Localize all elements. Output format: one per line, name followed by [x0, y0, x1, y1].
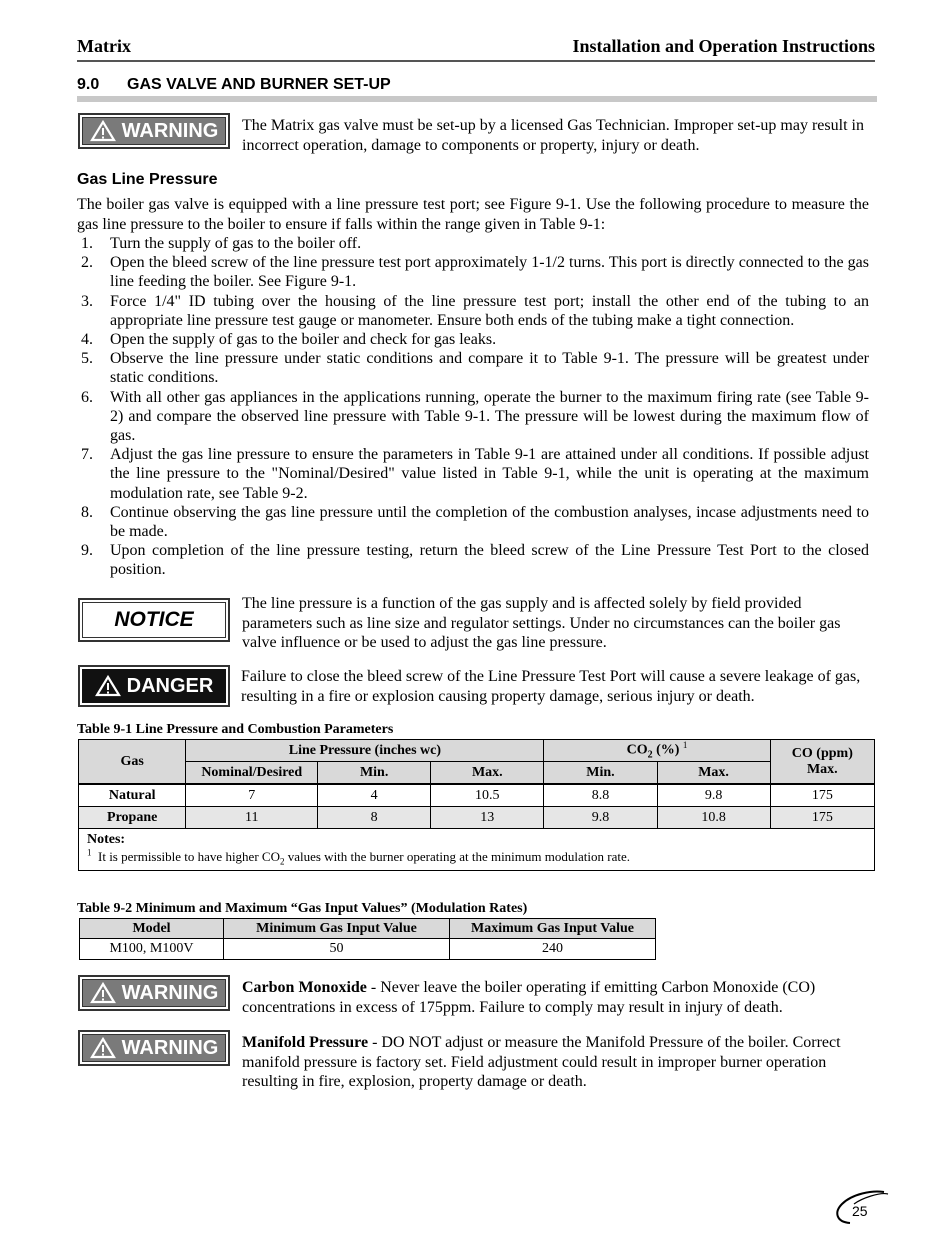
col-header-co2-max: Max.	[657, 762, 770, 785]
carbon-monoxide-warning: Carbon Monoxide - Never leave the boiler operating if emitting Carbon Monoxide (CO) concentrations in excess of 175ppm. Failure to comply may result in injury of death.	[242, 979, 816, 1016]
warning-badge: WARNING	[78, 975, 230, 1011]
section-title-text: GAS VALVE AND BURNER SET-UP	[127, 76, 391, 93]
list-item: 7. Adjust the gas line pressure to ensure the parameters in Table 9-1 are attained under all conditions. If possible adjust the line pressure to the "Nominal/Desired" value listed in Table 9-1, while the unit is operating at the maximum modulation rate, see Table 9-2.	[81, 446, 869, 502]
list-item: 2. Open the bleed screw of the line pressure test port approximately 1-1/2 turns. This port is directly connected to the gas line feeding the boiler. See Figure 9-1.	[81, 254, 869, 291]
gas-line-intro: The boiler gas valve is equipped with a line pressure test port; see Figure 9-1. Use the following procedure to measure the gas line pressure to the boiler to ensure if falls within the range given in Table 9-1:	[77, 196, 869, 233]
warning-triangle-icon	[90, 1037, 116, 1059]
col-header-co2: $CO_2$ (%) $^1$	[544, 740, 770, 762]
list-item: 8. Continue observing the gas line pressure until the completion of the combustion analyses, incase adjustments need to be made.	[81, 503, 869, 541]
danger-label: DANGER	[126, 674, 214, 697]
table-row: M100, M100V 50 240	[80, 939, 656, 960]
col-header-nominal: Nominal/Desired	[186, 762, 318, 785]
col-header-min: Min.	[318, 762, 431, 785]
list-item: 3. Force 1/4" ID tubing over the housing of the line pressure test port; install the other end of the tubing to an appropriate line pressure test gauge or manometer. Ensure both ends of the tubing make a tight connection.	[81, 292, 869, 329]
table2-caption: Table 9-2 Minimum and Maximum “Gas Input Values” (Modulation Rates)	[77, 901, 528, 916]
page-number: 25	[852, 1203, 868, 1219]
section-rule	[77, 96, 877, 102]
col-header-max: Max.	[431, 762, 544, 785]
header-right: Installation and Operation Instructions	[572, 36, 875, 56]
warning-badge: WARNING	[78, 1030, 230, 1066]
col-header-co: CO (ppm) Max.	[770, 740, 874, 785]
table-row: Natural 7 4 10.5 8.8 9.8 175	[79, 784, 875, 807]
warning-triangle-icon	[90, 120, 116, 142]
line-pressure-table	[78, 739, 875, 871]
procedure-steps	[77, 234, 869, 580]
col-header-max-input: Maximum Gas Input Value	[450, 919, 656, 939]
col-header-co2-min: Min.	[544, 762, 657, 785]
table-row: Propane 11 8 13 9.8 10.8 175	[79, 807, 875, 829]
notice-badge	[78, 598, 230, 642]
danger-triangle-icon	[95, 675, 121, 697]
col-header-model: Model	[80, 919, 224, 939]
danger-text: Failure to close the bleed screw of the Line Pressure Test Port will cause a severe leakage of gas, resulting in a fire or explosion causing property damage, serious injury or death.	[241, 668, 861, 705]
list-item: 4. Open the supply of gas to the boiler and check for gas leaks.	[81, 331, 497, 349]
warning-label: WARNING	[121, 119, 219, 142]
header-left: Matrix	[77, 36, 131, 56]
list-item: 5. Observe the line pressure under static conditions and compare it to Table 9-1. The pressure will be greatest under static conditions.	[81, 350, 869, 387]
list-item: 1. Turn the supply of gas to the boiler off.	[81, 235, 362, 252]
gas-input-table	[79, 918, 656, 960]
gas-line-heading: Gas Line Pressure	[77, 171, 218, 188]
danger-badge	[78, 665, 230, 707]
col-header-line-pressure: Line Pressure (inches wc)	[186, 740, 544, 762]
list-item: 9. Upon completion of the line pressure testing, return the bleed screw of the Line Pressure Test Port to the closed position.	[81, 542, 869, 579]
notice-label: NOTICE	[114, 608, 194, 631]
table-notes-row: Notes: $^1$ It is permissible to have higher $CO_2$ values with the burner operating at the minimum modulation rate.	[79, 829, 875, 871]
table1-caption: Table 9-1 Line Pressure and Combustion Parameters	[77, 722, 394, 737]
notice-text: The line pressure is a function of the gas supply and is affected solely by field provided parameters such as line size and regulator settings. Under no circumstances can the boiler gas valve influence or be used to adjust the gas line pressure.	[242, 595, 841, 651]
col-header-gas: Gas	[79, 740, 186, 785]
col-header-min-input: Minimum Gas Input Value	[224, 919, 450, 939]
list-item: 6. With all other gas appliances in the applications running, operate the burner to the maximum firing rate (see Table 9-2) and compare the observed line pressure with Table 9-1. The pressure will be lowest during the maximum flow of gas.	[81, 388, 869, 445]
section-title	[77, 76, 875, 96]
warning-badge	[78, 113, 230, 149]
warning-triangle-icon	[90, 982, 116, 1004]
section-number: 9.0	[77, 76, 100, 93]
manifold-pressure-warning: Manifold Pressure - DO NOT adjust or measure the Manifold Pressure of the boiler. Correct manifold pressure is factory set. Field adjustment could result in improper burner operation resulting in fire, explosion, property damage or death.	[242, 1034, 841, 1090]
page-header	[77, 34, 875, 62]
warning-text: The Matrix gas valve must be set-up by a licensed Gas Technician. Improper set-up may result in incorrect operation, damage to components or property, injury or death.	[242, 117, 864, 154]
